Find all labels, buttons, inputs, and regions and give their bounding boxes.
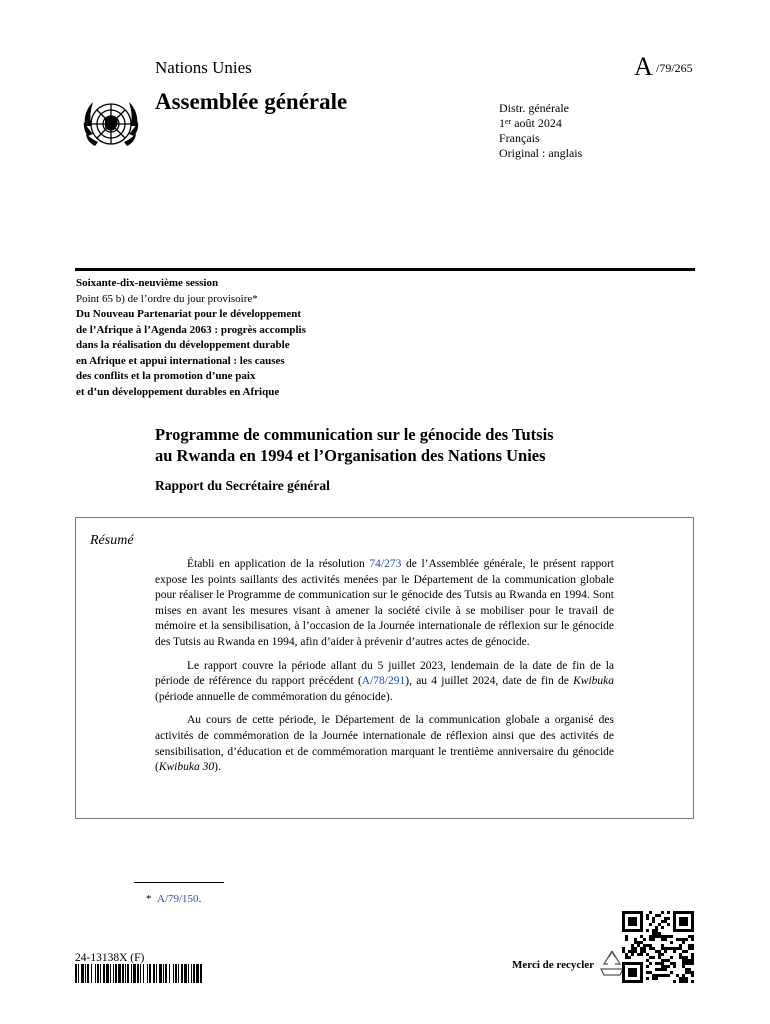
distribution-original: Original : anglais <box>499 146 583 160</box>
text-run: Au cours de cette période, le Département de la communication globale a organisé des activités de commémoration de la Journée internationale de réflexion ainsi que des activités de sensibilisation, d’éducation et de commémoration marquant le trentième anniversaire du génocide ( <box>155 714 614 774</box>
text-run-italic: Kwibuka 30 <box>158 761 215 774</box>
summary-paragraph <box>155 713 614 775</box>
assembly-title: Assemblée générale <box>155 89 348 114</box>
distribution-language: Français <box>499 131 540 145</box>
organization-name: Nations Unies <box>155 58 252 77</box>
report-title-line: Programme de communication sur le génocide des Tutsis <box>155 425 554 444</box>
text-run: ), au 4 juillet 2024, date de fin de <box>405 675 574 688</box>
qr-code-icon <box>622 911 694 983</box>
previous-report-link[interactable]: A/78/291 <box>361 675 406 688</box>
recycle-text: Merci de recycler <box>512 959 595 971</box>
date-suffix: er <box>505 117 512 126</box>
barcode-icon <box>75 964 203 983</box>
resolution-link[interactable]: 74/273 <box>369 558 402 570</box>
document-number: 24-13138X (F) <box>75 952 145 964</box>
text-run: (période annuelle de commémoration du génocide). <box>155 690 393 703</box>
date-rest: août 2024 <box>511 116 562 130</box>
summary-paragraph <box>155 659 614 706</box>
agenda-line: Du Nouveau Partenariat pour le développement <box>76 308 301 320</box>
footnote-divider <box>134 882 224 883</box>
summary-label: Résumé <box>90 533 134 548</box>
report-title-line: au Rwanda en 1994 et l’Organisation des Nations Unies <box>155 446 546 465</box>
date-day: 1 <box>499 116 505 130</box>
agenda-line: de l’Afrique à l’Agenda 2063 : progrès accomplis <box>76 323 306 336</box>
text-run: Le rapport couvre la période allant du 5 juillet 2023, lendemain de la date de fin de la période de référence du rapport précédent ( <box>155 659 614 688</box>
footnote <box>146 893 201 905</box>
text-run: ). <box>214 761 221 774</box>
text-run: . <box>198 893 202 905</box>
text-run-italic: Kwibuka <box>573 675 614 688</box>
document-symbol-number: /79/265 <box>656 61 693 75</box>
report-title <box>155 424 655 466</box>
footnote-link[interactable]: A/79/150 <box>157 893 199 905</box>
summary-text <box>155 557 614 784</box>
agenda-line: et d’un développement durables en Afrique <box>76 385 280 398</box>
footnote-marker: * <box>146 893 152 905</box>
text-run: Établi en application de la résolution <box>187 558 370 570</box>
header-divider <box>75 268 695 271</box>
report-subtitle: Rapport du Secrétaire général <box>155 478 330 493</box>
summary-paragraph <box>155 557 614 651</box>
agenda-line: dans la réalisation du développement durable <box>76 339 290 351</box>
distribution-type: Distr. générale <box>499 101 569 115</box>
document-symbol-letter: A <box>634 52 653 81</box>
agenda-line: en Afrique et appui international : les causes <box>76 354 285 367</box>
distribution-date <box>499 116 582 131</box>
agenda-line: des conflits et la promotion d’une paix <box>76 370 256 382</box>
session-block <box>76 276 376 400</box>
session-title: Soixante-dix-neuvième session <box>76 277 219 289</box>
distribution-block <box>499 101 582 161</box>
agenda-point: Point 65 b) de l’ordre du jour provisoire* <box>76 292 258 305</box>
un-emblem-icon <box>79 92 143 156</box>
text-run: de l’Assemblée générale, le présent rapport expose les points saillants des activités menées par le Département de la communication globale pour réaliser le Programme de communication sur le génocide des Tutsis au Rwanda en 1994. Sont mises en avant les mesures visant à amener la société civile à se mobiliser pour le travail de mémoire et la sensibilisation, à l’occasion de la Journée internationale de réflexion sur le génocide des Tutsis au Rwanda en 1994, afin d’aider à prévenir d’autres actes de génocide. <box>155 558 615 648</box>
